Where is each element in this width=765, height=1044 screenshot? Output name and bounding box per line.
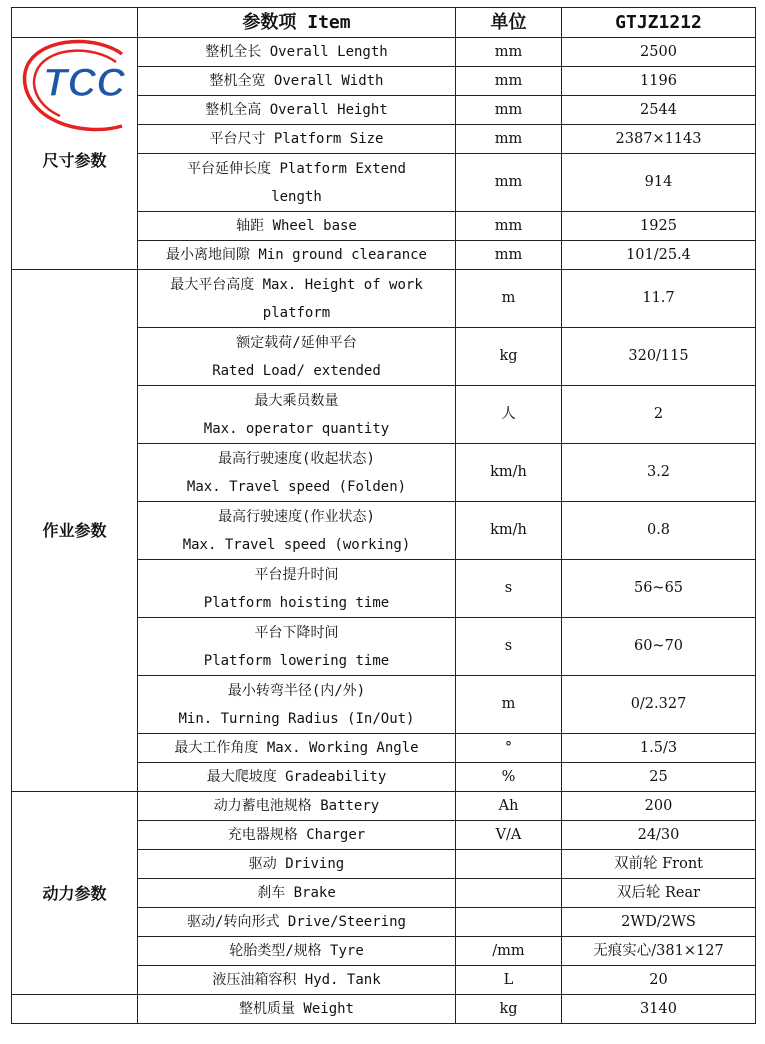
item-label-line: Rated Load/ extended <box>212 362 381 379</box>
unit-cell: s <box>456 618 562 676</box>
item-label-line: 整机质量 Weight <box>238 1001 354 1017</box>
item-label-line: Min. Turning Radius (In/Out) <box>178 710 415 727</box>
value-cell: 2544 <box>562 96 756 125</box>
value-cell: 0/2.327 <box>562 676 756 734</box>
item-label-line: 最小离地间隙 Min ground clearance <box>165 247 427 263</box>
value-cell: 无痕实心/381×127 <box>562 937 756 966</box>
item-cell <box>138 995 456 1024</box>
spec-table <box>11 7 756 1024</box>
value-cell: 0.8 <box>562 502 756 560</box>
item-label-line: 最高行驶速度(收起状态) <box>218 450 375 467</box>
value-cell: 2WD/2WS <box>562 908 756 937</box>
item-label-line: 轴距 Wheel base <box>236 218 357 234</box>
item-cell <box>138 328 456 386</box>
value-cell: 2 <box>562 386 756 444</box>
value-cell: 60~70 <box>562 618 756 676</box>
unit-cell: mm <box>456 241 562 270</box>
tcc-logo <box>18 38 148 134</box>
item-label-line: 平台尺寸 Platform Size <box>209 131 384 147</box>
value-cell: 914 <box>562 154 756 212</box>
item-label-line: 最大乘员数量 <box>254 392 339 409</box>
value-cell: 双前轮 Front <box>562 850 756 879</box>
unit-cell: V/A <box>456 821 562 850</box>
value-cell: 2387×1143 <box>562 125 756 154</box>
value-cell: 1.5/3 <box>562 734 756 763</box>
value-cell: 56~65 <box>562 560 756 618</box>
spec-table-body <box>12 8 756 1024</box>
group-label <box>12 995 138 1024</box>
value-cell: 2500 <box>562 38 756 67</box>
item-label-line: 液压油箱容积 Hyd. Tank <box>212 972 381 988</box>
unit-cell: s <box>456 560 562 618</box>
item-cell <box>138 618 456 676</box>
unit-cell <box>456 850 562 879</box>
item-label-line: 充电器规格 Charger <box>227 827 366 843</box>
item-cell <box>138 734 456 763</box>
unit-cell: 人 <box>456 386 562 444</box>
value-cell: 3140 <box>562 995 756 1024</box>
item-label-line: 动力蓄电池规格 Battery <box>213 798 380 814</box>
item-label-line: 刹车 Brake <box>257 885 336 901</box>
value-cell: 20 <box>562 966 756 995</box>
item-label-line: 驱动 Driving <box>248 856 345 872</box>
item-label-line: 平台提升时间 <box>254 566 339 583</box>
item-label-line: Max. Travel speed (working) <box>182 536 411 553</box>
item-cell <box>138 212 456 241</box>
item-cell <box>138 502 456 560</box>
value-cell: 200 <box>562 792 756 821</box>
item-cell <box>138 241 456 270</box>
group-label: 动力参数 <box>12 792 138 995</box>
item-label-line: length <box>271 188 322 205</box>
logo-text: TCC <box>42 61 126 105</box>
value-cell: 101/25.4 <box>562 241 756 270</box>
item-label-line: 整机全长 Overall Length <box>205 44 388 60</box>
item-cell <box>138 270 456 328</box>
unit-cell: mm <box>456 125 562 154</box>
value-cell: 11.7 <box>562 270 756 328</box>
item-label-line: 最大爬坡度 Gradeability <box>206 769 387 785</box>
item-label-line: 平台延伸长度 Platform Extend <box>187 160 406 177</box>
item-label-line: 平台下降时间 <box>254 624 339 641</box>
item-cell <box>138 937 456 966</box>
unit-cell: mm <box>456 96 562 125</box>
item-cell <box>138 792 456 821</box>
group-label: 作业参数 <box>12 270 138 792</box>
header-item: 参数项 Item <box>138 8 456 38</box>
value-cell: 1925 <box>562 212 756 241</box>
value-cell: 双后轮 Rear <box>562 879 756 908</box>
item-cell <box>138 763 456 792</box>
unit-cell: /mm <box>456 937 562 966</box>
header-model: GTJZ1212 <box>562 8 756 38</box>
item-label-line: Max. Travel speed (Folden) <box>186 478 407 495</box>
item-cell <box>138 38 456 67</box>
item-cell <box>138 879 456 908</box>
item-label-line: 最大平台高度 Max. Height of work <box>170 276 423 293</box>
item-label-line: 轮胎类型/规格 Tyre <box>229 943 364 959</box>
item-label-line: 整机全宽 Overall Width <box>209 73 384 89</box>
tcc-logo-mark <box>18 38 148 134</box>
unit-cell: mm <box>456 154 562 212</box>
header-blank <box>12 8 138 38</box>
unit-cell: Ah <box>456 792 562 821</box>
unit-cell <box>456 879 562 908</box>
item-cell <box>138 850 456 879</box>
table-row <box>12 995 756 1024</box>
group-label: 尺寸参数 <box>12 38 138 270</box>
item-cell <box>138 125 456 154</box>
item-cell <box>138 560 456 618</box>
item-cell <box>138 386 456 444</box>
unit-cell: % <box>456 763 562 792</box>
unit-cell <box>456 908 562 937</box>
item-cell <box>138 908 456 937</box>
item-cell <box>138 676 456 734</box>
unit-cell: mm <box>456 67 562 96</box>
item-label-line: Platform lowering time <box>203 652 390 669</box>
value-cell: 3.2 <box>562 444 756 502</box>
item-cell <box>138 821 456 850</box>
table-row <box>12 792 756 821</box>
unit-cell: mm <box>456 212 562 241</box>
item-label-line: 最小转弯半径(内/外) <box>227 682 366 699</box>
item-label-line: Max. operator quantity <box>203 420 390 437</box>
item-label-line: 驱动/转向形式 Drive/Steering <box>187 914 406 930</box>
item-label-line: 额定载荷/延伸平台 <box>236 334 357 351</box>
header-unit: 单位 <box>456 8 562 38</box>
value-cell: 24/30 <box>562 821 756 850</box>
item-cell <box>138 444 456 502</box>
item-label-line: Platform hoisting time <box>203 594 390 611</box>
value-cell: 25 <box>562 763 756 792</box>
value-cell: 320/115 <box>562 328 756 386</box>
unit-cell: ° <box>456 734 562 763</box>
item-label-line: platform <box>262 304 331 321</box>
table-row <box>12 270 756 328</box>
item-label-line: 整机全高 Overall Height <box>205 102 388 118</box>
item-cell <box>138 67 456 96</box>
value-cell: 1196 <box>562 67 756 96</box>
unit-cell: km/h <box>456 502 562 560</box>
item-label-line: 最高行驶速度(作业状态) <box>218 508 375 525</box>
unit-cell: L <box>456 966 562 995</box>
unit-cell: kg <box>456 328 562 386</box>
item-label-line: 最大工作角度 Max. Working Angle <box>174 740 419 756</box>
unit-cell: m <box>456 676 562 734</box>
item-cell <box>138 966 456 995</box>
item-cell <box>138 96 456 125</box>
item-cell <box>138 154 456 212</box>
unit-cell: kg <box>456 995 562 1024</box>
unit-cell: km/h <box>456 444 562 502</box>
unit-cell: m <box>456 270 562 328</box>
unit-cell: mm <box>456 38 562 67</box>
header-row <box>12 8 756 38</box>
